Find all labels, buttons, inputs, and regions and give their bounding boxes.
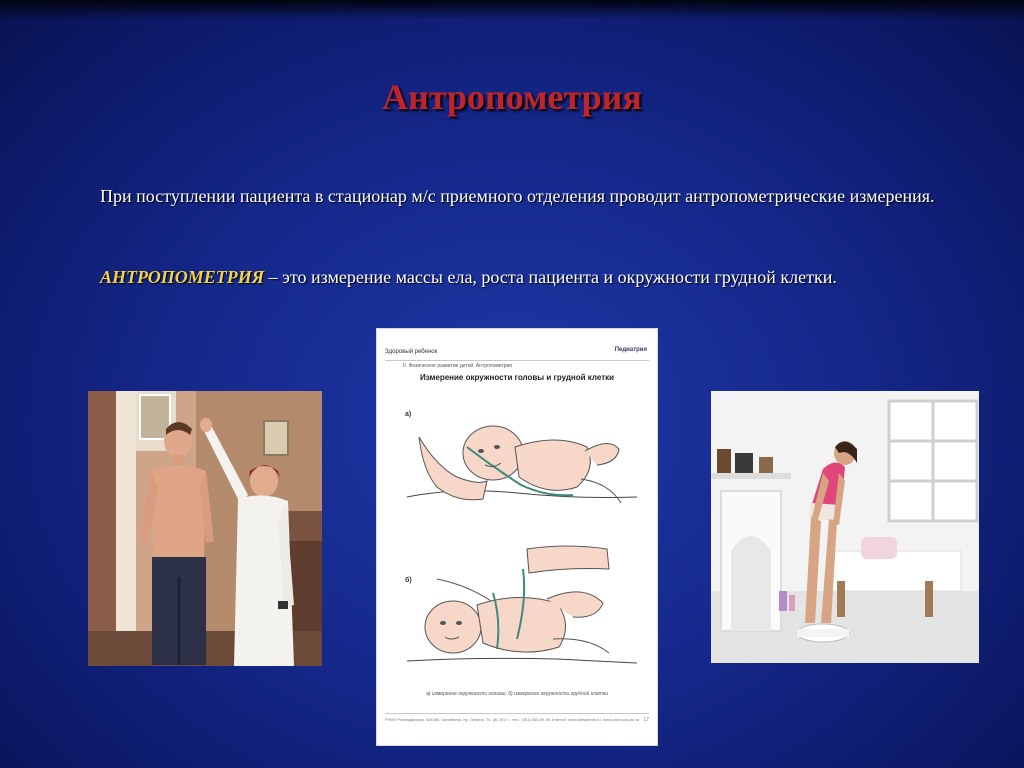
top-dark-band — [0, 0, 1024, 20]
weighing-photo — [711, 391, 979, 663]
sheet-subheading: II. Физическое развитие детей. Антропометрия — [403, 363, 512, 369]
sheet-book-title: Здоровый ребенок — [385, 349, 438, 355]
sheet-caption: а) измерение окружности головы; б) измерение окружности грудной клетки — [426, 691, 608, 697]
sheet-label-b: б) — [405, 577, 412, 584]
sheet-footer-divider — [385, 713, 649, 714]
sheet-label-a: а) — [405, 411, 412, 418]
intro-paragraph: При поступлении пациента в стационар м/с приемного отделения проводит антропометрические измерения. — [100, 186, 935, 206]
infant-head-measurement-illustration — [397, 407, 647, 537]
definition-term: АНТРОПОМЕТРИЯ — [100, 267, 265, 287]
definition — [100, 267, 960, 288]
sheet-heading: Измерение окружности головы и грудной клетки — [419, 373, 615, 382]
sheet-footer: РУМЭ Роспедиатрия, 404080, Челябинск, пр. Ленина, 75. (8) 2017 г. тел.: (351) 265-59-59, Internet: www.labstarinfo.ru, www.univ.susu.ac.ru — [385, 717, 640, 722]
height-measurement-photo — [88, 391, 322, 666]
infant-chest-measurement-illustration — [397, 539, 647, 674]
definition-text: – это измерение массы ела, роста пациента и окружности грудной клетки. — [264, 267, 837, 287]
sheet-logo: Педиатрия — [614, 347, 647, 353]
sheet-divider — [385, 360, 649, 361]
measurement-instruction-sheet — [376, 328, 658, 746]
sheet-page-number: 17 — [643, 717, 649, 723]
slide-title: Антропометрия — [382, 77, 642, 117]
